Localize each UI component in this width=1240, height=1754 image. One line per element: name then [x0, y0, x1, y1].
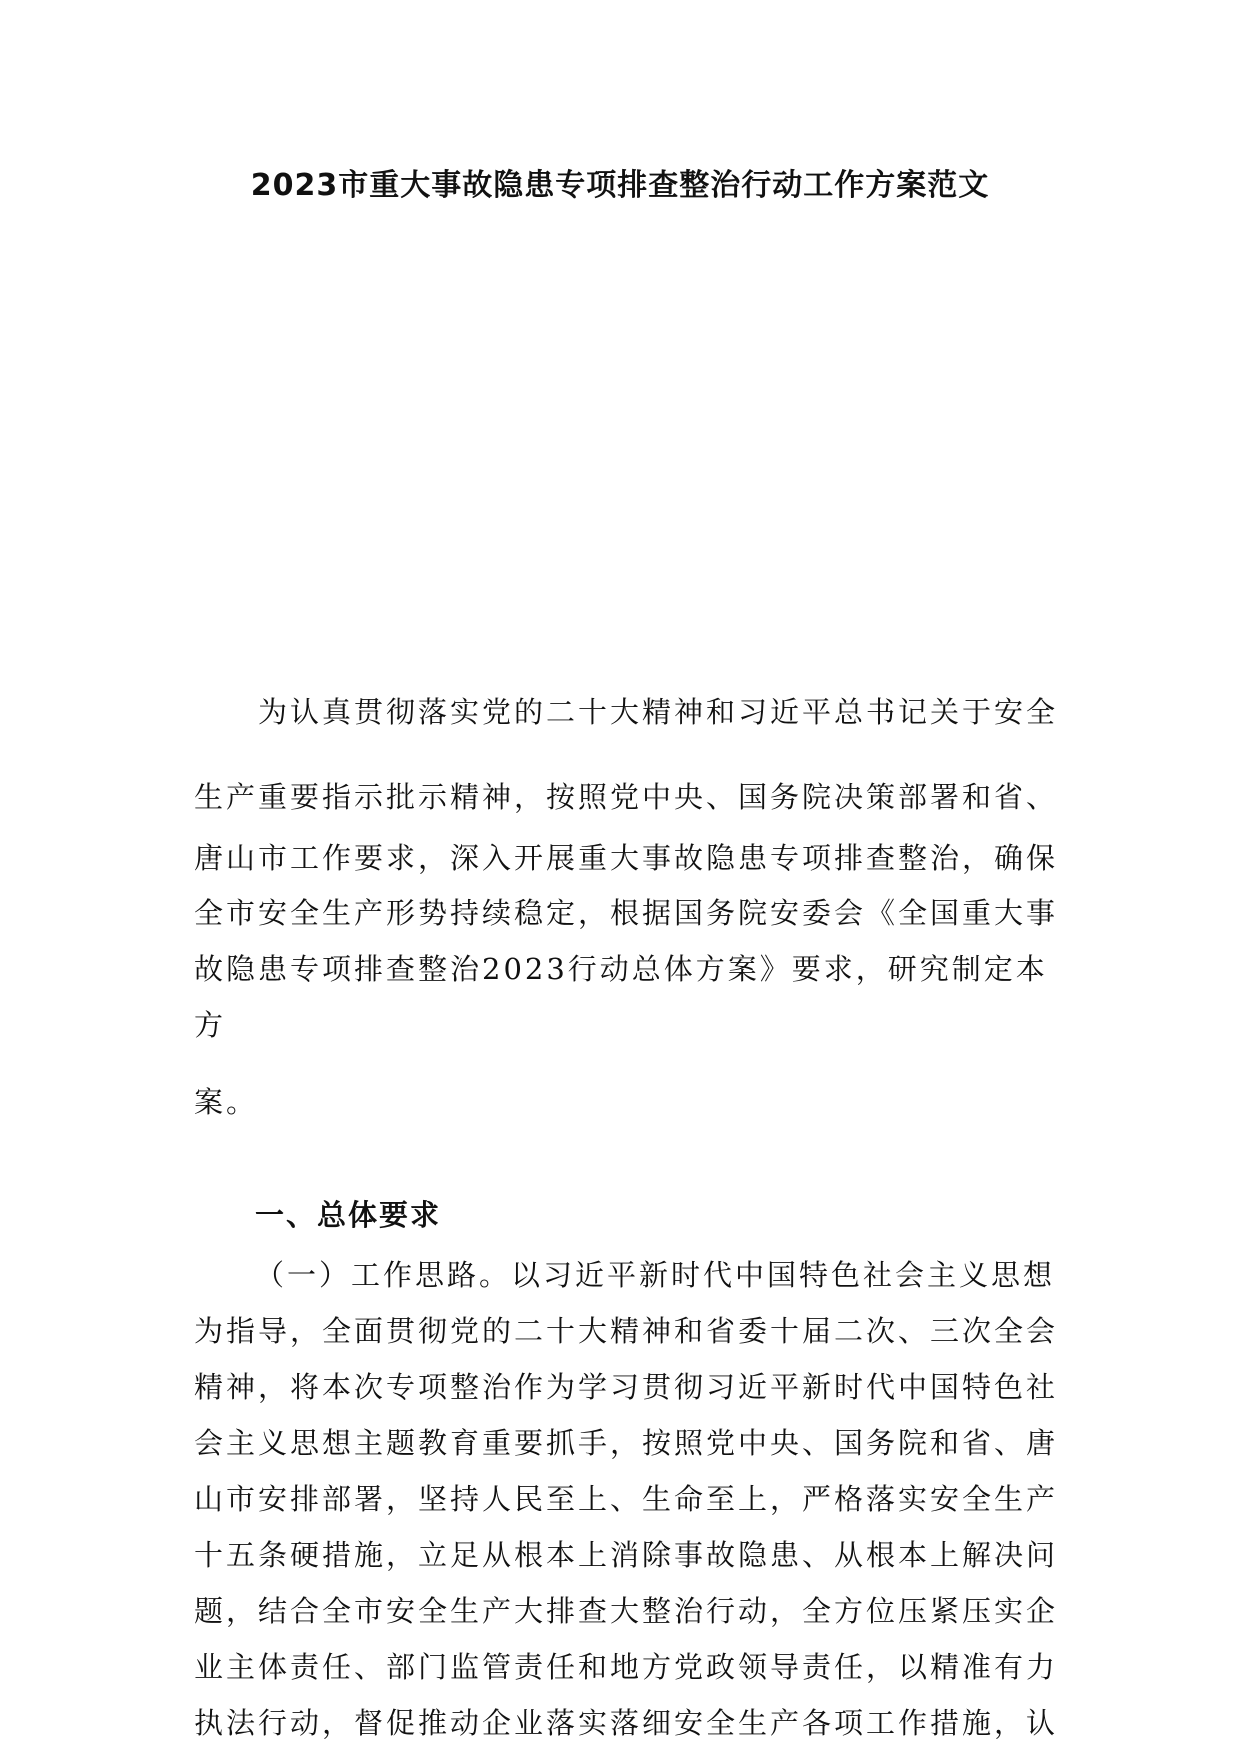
section-1-line-2: 为指导，全面贯彻党的二十大精神和省委十届二次、三次全会 [194, 1314, 1059, 1348]
intro-line-2: 生产重要指示批示精神，按照党中央、国务院决策部署和省、 [194, 780, 1059, 814]
intro-line-3: 唐山市工作要求，深入开展重大事故隐患专项排查整治，确保 [194, 841, 1059, 875]
intro-line-6: 方 [194, 1008, 227, 1042]
section-1-line-1: （一）工作思路。以习近平新时代中国特色社会主义思想 [255, 1258, 1056, 1292]
intro-line-4: 全市安全生产形势持续稳定，根据国务院安委会《全国重大事 [194, 896, 1059, 930]
intro-line-1: 为认真贯彻落实党的二十大精神和习近平总书记关于安全 [258, 695, 1059, 729]
section-1-line-4: 会主义思想主题教育重要抓手，按照党中央、国务院和省、唐 [194, 1426, 1059, 1460]
document-title: 2023市重大事故隐患专项排查整治行动工作方案范文 [250, 168, 990, 203]
section-1-line-6: 十五条硬措施，立足从根本上消除事故隐患、从根本上解决问 [194, 1538, 1059, 1572]
section-1-line-5: 山市安排部署，坚持人民至上、生命至上，严格落实安全生产 [194, 1482, 1059, 1516]
section-1-line-7: 题，结合全市安全生产大排查大整治行动，全方位压紧压实企 [194, 1594, 1059, 1628]
section-1-line-3: 精神，将本次专项整治作为学习贯彻习近平新时代中国特色社 [194, 1370, 1059, 1404]
section-heading-overall-requirements: 一、总体要求 [255, 1198, 442, 1232]
section-1-line-9: 执法行动，督促推动企业落实落细安全生产各项工作措施，认 [194, 1706, 1059, 1740]
intro-line-7: 案。 [194, 1085, 259, 1119]
intro-line-5: 故隐患专项排查整治2023行动总体方案》要求，研究制定本 [194, 952, 1048, 986]
section-1-line-8: 业主体责任、部门监管责任和地方党政领导责任，以精准有力 [194, 1650, 1059, 1684]
